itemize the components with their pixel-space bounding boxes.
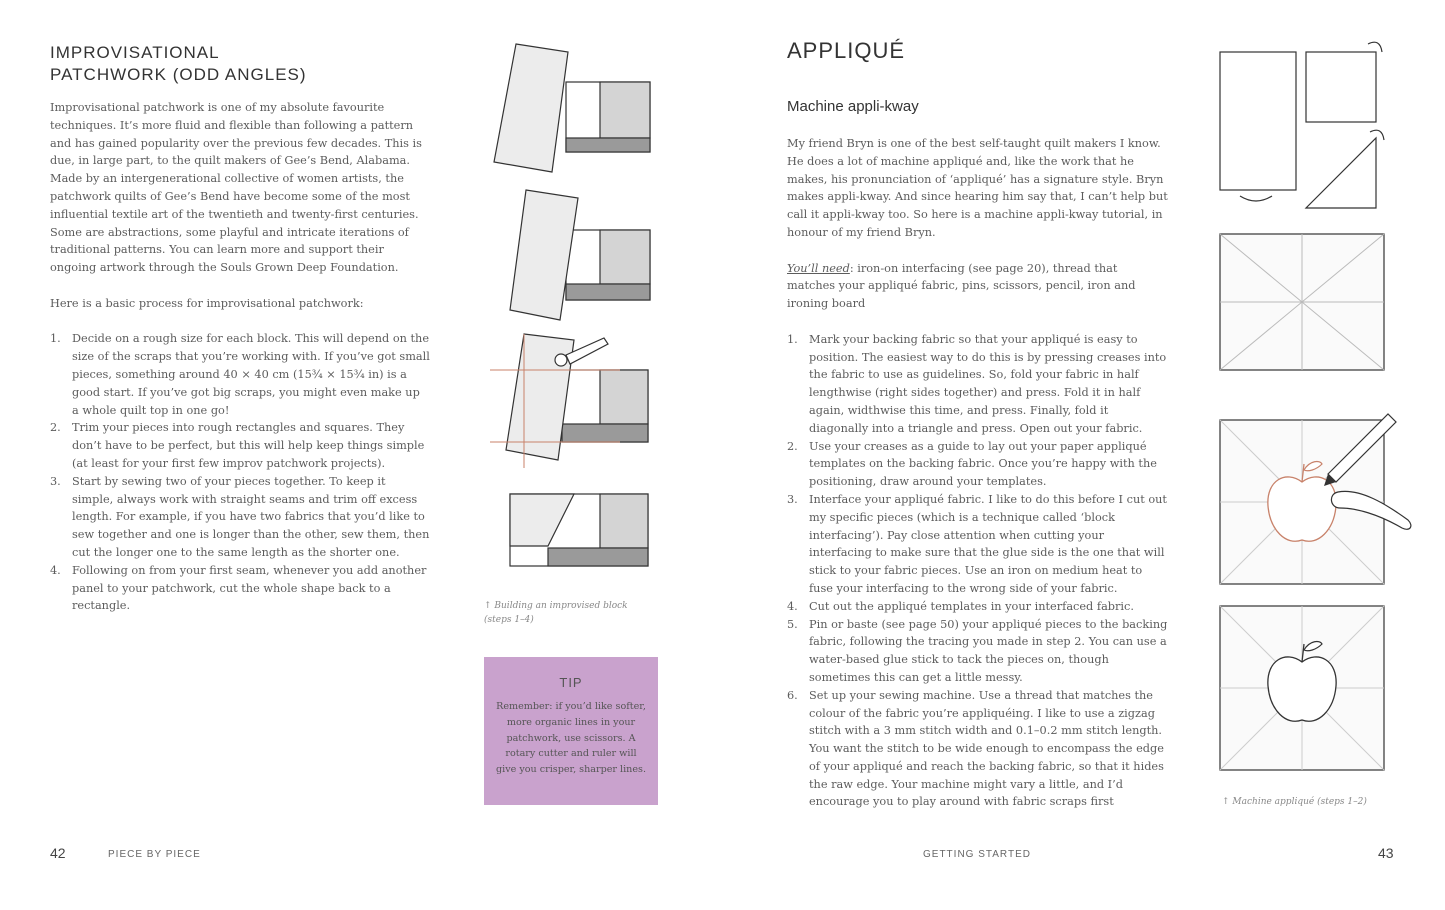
left-figure-caption: ↑ Building an improvised block (steps 1–4) [484, 601, 628, 625]
step-number: 3. [787, 492, 798, 506]
improv-step-2-illustration [510, 190, 650, 320]
applique-illustrations [1210, 34, 1420, 804]
step-number: 4. [50, 563, 61, 577]
apple-applique-illustration [1220, 606, 1384, 770]
right-page-number: 43 [1378, 845, 1394, 861]
left-title-line-1: IMPROVISATIONAL [50, 43, 220, 62]
step-number: 6. [787, 688, 798, 702]
step-number: 1. [787, 332, 798, 346]
step-text: Mark your backing fabric so that your appliqué is easy to position. The easiest way to do this is by pressing creases into the fabric to use as guidelines. So, fold your fabric in half lengthwise (right sides together) and press. Fold it in half again, widthwise this time, and press. Finally, fold it diagonally into a triangle and press. Open out your fabric. [809, 332, 1167, 435]
step-text: Pin or baste (see page 50) your appliqué pieces to the backing fabric, following the tracing you made in step 2. You can use a water-based glue stick to tack the pieces on, though sometimes this can get a little messy. [809, 617, 1168, 684]
list-item [50, 473, 430, 562]
right-body [787, 135, 1169, 811]
you-will-need-label: You’ll need [787, 261, 850, 275]
improv-step-1-illustration [494, 44, 650, 172]
step-text: Decide on a rough size for each block. This will depend on the size of the scraps that you’re working with. If you’ve got small pieces, something around 40 × 40 cm (15¾ × 15¾ in) is a good start. If you’ve got big scraps, you might even make up a whole quilt top in one go! [72, 332, 430, 417]
step-text: Use your creases as a guide to lay out your paper appliqué templates on the backing fabric. Once you’re happy with the positioning, draw around your templates. [809, 439, 1157, 489]
list-item [787, 616, 1169, 687]
improv-step-4-illustration [510, 494, 648, 566]
left-page-title [50, 42, 307, 86]
left-intro-paragraph: Improvisational patchwork is one of my absolute favourite techniques. It’s more fluid and flexible than following a pattern and has gained popularity over the previous few decades. This is due, in large part, to the quilt makers of Gee’s Bend, Alabama. Made by an intergenerational collective of women artists, the patchwork quilts of Gee’s Bend have become some of the most influential textile art of the twentieth and twenty-first centuries. Some are abstractions, some playful and intricate iterations of traditional patterns. You can learn more and support their ongoing artwork through the Souls Grown Deep Foundation. [50, 101, 422, 275]
right-steps-list [787, 331, 1169, 812]
right-figure-caption: ↑ Machine appliqué (steps 1–2) [1222, 797, 1367, 807]
step-text: Trim your pieces into rough rectangles and squares. They don’t have to be perfect, but this will help keep things simple (at least for your first few improv patchwork projects). [72, 421, 425, 470]
list-item [787, 331, 1169, 438]
tip-text: Remember: if you’d like softer, more organic lines in your patchwork, use scissors. A rotary cutter and ruler will give you crisper, sharper lines. [496, 701, 647, 776]
fold-diagram-illustration [1220, 42, 1384, 208]
list-item [787, 438, 1169, 491]
improv-step-3-illustration [490, 334, 648, 468]
step-text: Following on from your first seam, whenever you add another panel to your patchwork, cut the whole shape back to a rectangle. [72, 563, 427, 613]
you-will-need-paragraph [787, 260, 1169, 313]
step-number: 4. [787, 599, 798, 613]
tip-title: TIP [559, 675, 583, 690]
apple-tracing-illustration [1220, 414, 1411, 584]
creased-fabric-illustration [1220, 234, 1384, 370]
step-number: 2. [50, 421, 61, 435]
left-running-footer: PIECE BY PIECE [108, 849, 201, 860]
right-page-subtitle: Machine appli-kway [787, 98, 919, 115]
step-number: 3. [50, 474, 61, 488]
left-process-intro: Here is a basic process for improvisational patchwork: [50, 296, 364, 310]
you-will-need-text: : iron-on interfacing (see page 20), thread that matches your appliqué fabric, pins, scissors, pencil, iron and ironing board [787, 261, 1136, 311]
step-number: 5. [787, 617, 798, 631]
list-item [50, 330, 430, 419]
left-page-number: 42 [50, 845, 66, 861]
right-running-footer: GETTING STARTED [923, 849, 1031, 860]
list-item [50, 419, 430, 472]
step-text: Cut out the appliqué templates in your interfaced fabric. [809, 599, 1134, 613]
list-item [50, 562, 430, 615]
list-item [787, 598, 1169, 616]
list-item [787, 687, 1169, 812]
list-item [787, 491, 1169, 598]
step-text: Start by sewing two of your pieces together. To keep it simple, always work with straight seams and trim off excess length. For example, if you have two fabrics that you’d like to sew together and one is longer than the other, sew them, then cut the longer one to the same length as the shorter one. [72, 474, 430, 559]
left-body [50, 99, 430, 615]
right-intro-paragraph: My friend Bryn is one of the best self-taught quilt makers I know. He does a lot of machine appliqué and, like the work that he makes, his pronunciation of ‘appliqué’ has a signature style. Bryn makes appli-kway. And since hearing him say that, I can’t help but call it appli-kway too. So here is a machine appli-kway tutorial, in honour of my friend Bryn. [787, 137, 1168, 239]
step-text: Set up your sewing machine. Use a thread that matches the colour of the fabric you’re appliquéing. I like to use a zigzag stitch with a 3 mm stitch width and 0.1–0.2 mm stitch length. You want the stitch to be wide enough to encompass the edge of your appliqué and reach the backing fabric, so that it hides the raw edge. Your machine might vary a little, and I’d encourage you to play around with fabric scraps first [809, 688, 1164, 809]
step-text: Interface your appliqué fabric. I like to do this before I cut out my specific pieces (which is a technique called ‘block interfacing’). Pay close attention when cutting your interfacing to make sure that the glue side is the one that will stick to your fabric pieces. Use an iron on medium heat to fuse your interfacing to the wrong side of your fabric. [809, 492, 1167, 595]
step-number: 2. [787, 439, 798, 453]
improv-block-illustrations [470, 38, 670, 598]
left-title-line-2: PATCHWORK (ODD ANGLES) [50, 65, 307, 84]
left-steps-list [50, 330, 430, 615]
right-page-title: APPLIQUÉ [787, 38, 906, 63]
tip-box [484, 657, 658, 805]
step-number: 1. [50, 332, 61, 346]
